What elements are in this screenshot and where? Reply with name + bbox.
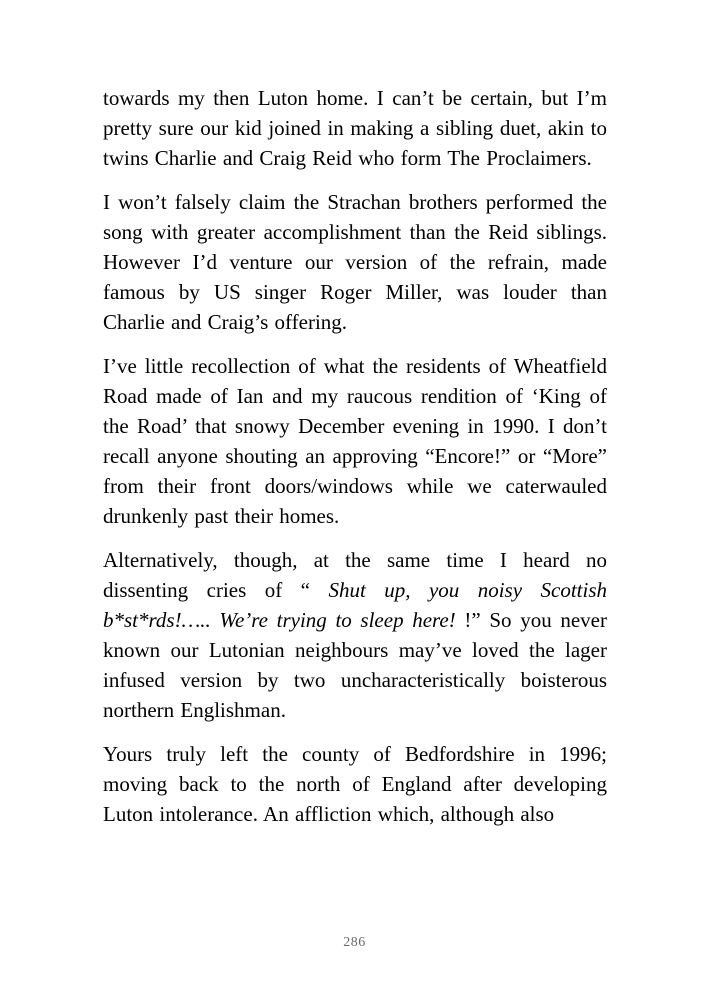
page-footer — [0, 933, 709, 951]
page-number: 286 — [343, 935, 366, 950]
paragraph — [103, 187, 607, 337]
paragraph — [103, 83, 607, 173]
text-run-italic: Shut up, you noisy Scottish b*st*rds!….. We’re trying to sleep here! — [103, 578, 608, 632]
paragraph — [103, 351, 607, 531]
text-run: !” So you never known our Lutonian neighbours may’ve loved the lager infused version by two uncharacteristically boisterous northern Englishman. — [103, 608, 607, 722]
paragraph-list — [103, 83, 607, 829]
page-text — [103, 83, 607, 843]
paragraph — [103, 545, 607, 725]
text-run: Yours truly left the county of Bedfordshire in 1996; moving back to the north of England after developing Luton intolerance. An affliction which, although also — [103, 742, 607, 826]
text-run: I won’t falsely claim the Strachan brothers performed the song with greater accomplishment than the Reid siblings. However I’d venture our version of the refrain, made famous by US singer Roger Miller, was louder than Charlie and Craig’s offering. — [103, 190, 607, 334]
text-run: I’ve little recollection of what the residents of Wheatfield Road made of Ian and my raucous rendition of ‘King of the Road’ that snowy December evening in 1990. I don’t recall anyone shouting an approving “Encore!” or “More” from their front doors/windows while we caterwauled drunkenly past their homes. — [103, 354, 607, 528]
text-run: Alternatively, though, at the same time I heard no dissenting cries of “ — [103, 548, 607, 602]
text-run: towards my then Luton home. I can’t be certain, but I’m pretty sure our kid joined in making a sibling duet, akin to twins Charlie and Craig Reid who form The Proclaimers. — [103, 86, 607, 170]
paragraph — [103, 739, 607, 829]
